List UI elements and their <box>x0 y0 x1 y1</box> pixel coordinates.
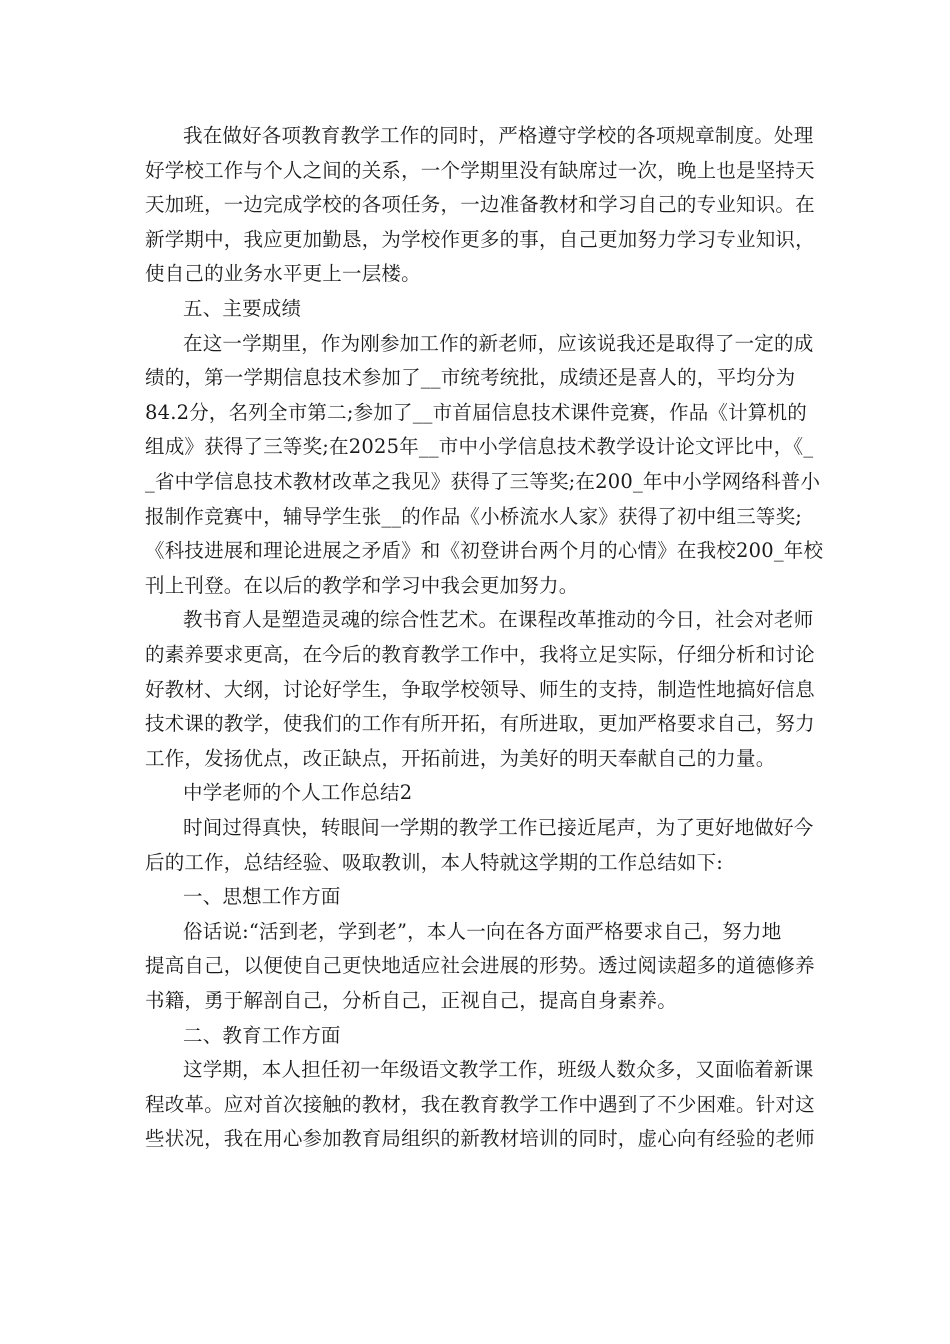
paragraph-line: 的素养要求更高，在今后的教育教学工作中，我将立足实际，仔细分析和讨论 <box>145 643 815 666</box>
paragraph-line: 组成》获得了三等奖;在2025年__市中小学信息技术教学设计论文评比中，《_ <box>145 435 814 458</box>
paragraph-line: 好学校工作与个人之间的关系，一个学期里没有缺席过一次，晚上也是坚持天 <box>145 159 815 182</box>
paragraph-line: 程改革。应对首次接触的教材，我在教育教学工作中遇到了不少困难。针对这 <box>145 1093 815 1116</box>
paragraph-line-indented: 俗话说:“活到老，学到老”，本人一向在各方面严格要求自己，努力地 <box>183 920 782 943</box>
paragraph-line: 提高自己，以便使自己更快地适应社会进展的形势。透过阅读超多的道德修养 <box>145 954 815 977</box>
paragraph-line: 些状况，我在用心参加教育局组织的新教材培训的同时，虚心向有经验的老师 <box>145 1127 815 1150</box>
paragraph-line-indented: 五、主要成绩 <box>183 297 302 320</box>
paragraph-line: 好教材、大纲，讨论好学生，争取学校领导、师生的支持，制造性地搞好信息 <box>145 678 815 701</box>
paragraph-line: 绩的，第一学期信息技术参加了__市统考统批，成绩还是喜人的，平均分为 <box>145 366 796 389</box>
paragraph-line: _省中学信息技术教材改革之我见》获得了三等奖;在200_年中小学网络科普小 <box>145 470 821 493</box>
paragraph-line: 技术课的教学，使我们的工作有所开拓，有所进取，更加严格要求自己，努力 <box>145 712 815 735</box>
paragraph-line: 工作，发扬优点，改正缺点，开拓前进，为美好的明天奉献自己的力量。 <box>145 747 776 770</box>
paragraph-line: 报制作竞赛中，辅导学生张__的作品《小桥流水人家》获得了初中组三等奖; <box>145 505 803 528</box>
paragraph-line: 84.2分，名列全市第二;参加了__市首届信息技术课件竞赛，作品《计算机的 <box>145 401 807 424</box>
paragraph-line: 《科技进展和理论进展之矛盾》和《初登讲台两个月的心情》在我校200_年校 <box>145 539 824 562</box>
paragraph-line-indented: 这学期，本人担任初一年级语文教学工作，班级人数众多，又面临着新课 <box>183 1058 814 1081</box>
paragraph-line-indented: 我在做好各项教育教学工作的同时，严格遵守学校的各项规章制度。处理 <box>183 124 814 147</box>
paragraph-line: 天加班，一边完成学校的各项任务，一边准备教材和学习自己的专业知识。在 <box>145 193 815 216</box>
paragraph-line-indented: 中学老师的个人工作总结2 <box>183 781 413 804</box>
paragraph-line: 后的工作，总结经验、吸取教训，本人特就这学期的工作总结如下: <box>145 851 724 874</box>
paragraph-line: 书籍，勇于解剖自己，分析自己，正视自己，提高自身素养。 <box>145 989 677 1012</box>
paragraph-line-indented: 时间过得真快，转眼间一学期的教学工作已接近尾声，为了更好地做好今 <box>183 816 814 839</box>
paragraph-line-indented: 在这一学期里，作为刚参加工作的新老师，应该说我还是取得了一定的成 <box>183 332 814 355</box>
paragraph-line: 新学期中，我应更加勤恳，为学校作更多的事，自己更加努力学习专业知识， <box>145 228 815 251</box>
paragraph-line-indented: 二、教育工作方面 <box>183 1024 341 1047</box>
paragraph-line: 使自己的业务水平更上一层楼。 <box>145 262 421 285</box>
paragraph-line-indented: 教书育人是塑造灵魂的综合性艺术。在课程改革推动的今日，社会对老师 <box>183 608 814 631</box>
paragraph-line-indented: 一、思想工作方面 <box>183 885 341 908</box>
paragraph-line: 刊上刊登。在以后的教学和学习中我会更加努力。 <box>145 574 579 597</box>
